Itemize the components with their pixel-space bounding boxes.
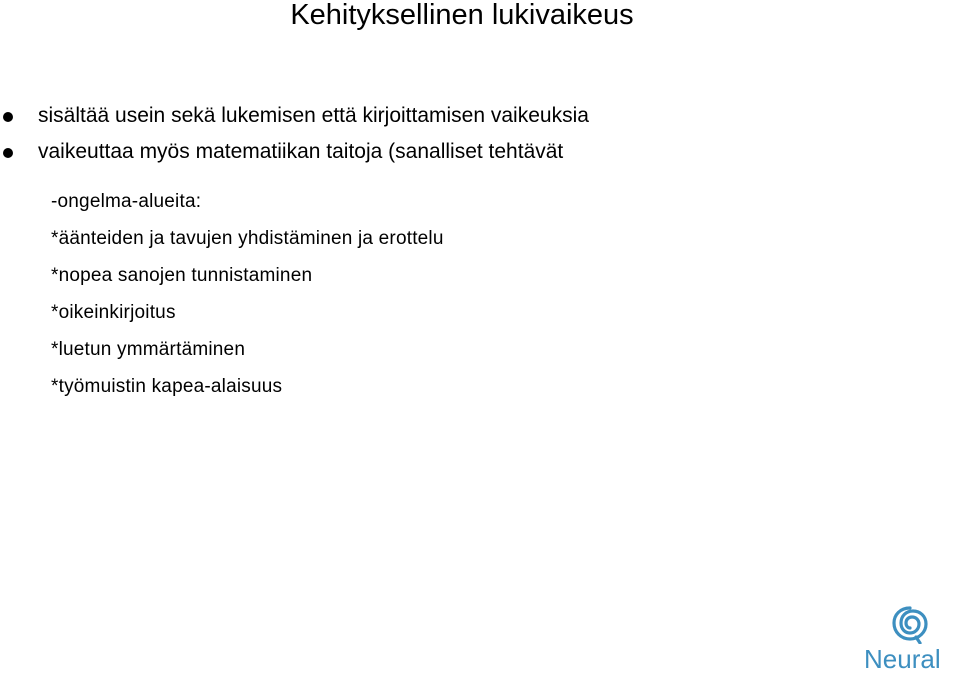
problem-area-item: *nopea sanojen tunnistaminen bbox=[51, 265, 313, 286]
logo-text: Neural bbox=[864, 644, 941, 674]
problem-area-item: *oikeinkirjoitus bbox=[51, 302, 176, 323]
problem-areas-list bbox=[51, 190, 444, 412]
bullet-text: vaikeuttaa myös matematiikan taitoja (sanalliset tehtävät bbox=[38, 140, 564, 163]
bullet-list bbox=[0, 104, 589, 176]
problem-areas-heading: -ongelma-alueita: bbox=[51, 191, 202, 212]
problem-area-item: *luetun ymmärtäminen bbox=[51, 339, 246, 360]
bullet-text: sisältää usein sekä lukemisen että kirjoittamisen vaikeuksia bbox=[38, 104, 589, 127]
bullet-dot-icon bbox=[3, 112, 13, 122]
neural-logo bbox=[860, 604, 956, 674]
bullet-dot-icon bbox=[3, 148, 13, 158]
bullet-item bbox=[0, 140, 589, 164]
bullet-item bbox=[0, 104, 589, 128]
slide-title: Kehityksellinen lukivaikeus bbox=[290, 0, 634, 31]
neural-spiral-icon bbox=[890, 604, 930, 644]
problem-area-item: *äänteiden ja tavujen yhdistäminen ja erottelu bbox=[51, 228, 444, 249]
problem-area-item: *työmuistin kapea-alaisuus bbox=[51, 376, 283, 397]
